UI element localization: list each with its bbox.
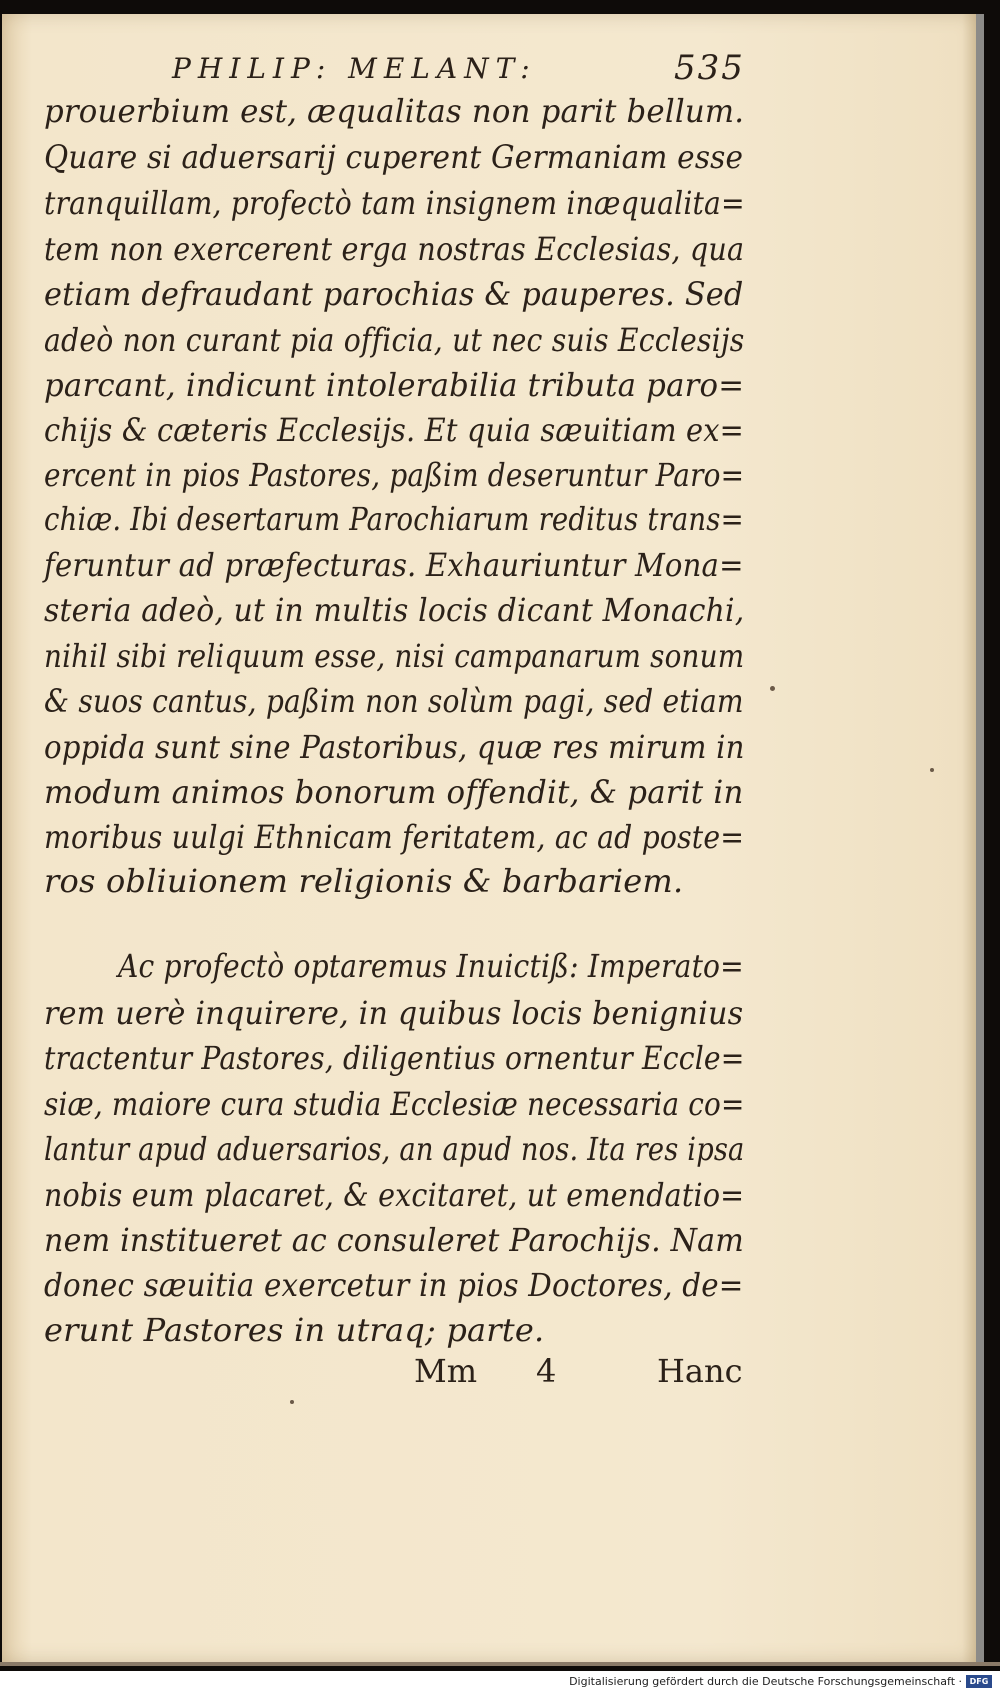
credit-bar	[0, 1671, 1000, 1693]
text-line: oppida sunt sine Pastoribus, quæ res mirum in	[44, 728, 745, 766]
text-line: erunt Pastores in utraq; parte.	[44, 1311, 545, 1349]
page-edge	[976, 14, 984, 1662]
bottom-edge	[0, 1662, 1000, 1666]
page-number: 535	[674, 48, 745, 88]
signature-mark: Mm	[414, 1352, 478, 1390]
text-line: nihil sibi reliquum esse, nisi campanarum sonum	[44, 637, 745, 675]
credit-text: Digitalisierung gefördert durch die Deutsche Forschungsgemeinschaft ·	[569, 1675, 962, 1688]
text-line: siæ, maiore cura studia Ecclesiæ necessaria co=	[44, 1085, 745, 1123]
text-line: feruntur ad præfecturas. Exhauriuntur Mona=	[44, 546, 744, 584]
text-line: & suos cantus, paßim non solùm pagi, sed etiam	[44, 682, 744, 720]
text-line: parcant, indicunt intolerabilia tributa paro=	[44, 366, 745, 404]
text-line: Quare si aduersarij cuperent Germaniam esse	[44, 138, 744, 176]
text-line: chiæ. Ibi desertarum Parochiarum reditus trans=	[44, 500, 744, 538]
text-line: ros obliuionem religionis & barbariem.	[44, 862, 684, 900]
paper-speck	[770, 686, 775, 691]
text-line: moribus uulgi Ethnicam feritatem, ac ad poste=	[44, 818, 745, 856]
signature-number: 4	[536, 1352, 557, 1390]
text-line: donec sæuitia exercetur in pios Doctores, de=	[44, 1266, 744, 1304]
paper-speck	[290, 1400, 294, 1404]
text-line: tranquillam, profectò tam insignem inæqualita=	[44, 184, 745, 222]
catchword: Hanc	[657, 1352, 743, 1390]
text-line: rem uerè inquirere, in quibus locis benignius	[44, 994, 744, 1032]
text-line: Ac profectò optaremus Inuictiß: Imperato=	[118, 947, 744, 985]
text-line: nobis eum placaret, & excitaret, ut emendatio=	[44, 1176, 745, 1214]
text-line: ercent in pios Pastores, paßim deseruntur Paro=	[44, 456, 745, 494]
text-line: nem institueret ac consuleret Parochijs. Nam	[44, 1221, 745, 1259]
text-line: tem non exercerent erga nostras Ecclesias, qua	[44, 230, 745, 268]
text-line: adeò non curant pia officia, ut nec suis Ecclesijs	[44, 321, 745, 359]
text-line: etiam defraudant parochias & pauperes. Sed	[44, 275, 744, 313]
paper-speck	[930, 768, 934, 772]
text-line: prouerbium est, æqualitas non parit bellum.	[44, 92, 745, 130]
text-line: modum animos bonorum offendit, & parit in	[44, 773, 744, 811]
text-line: steria adeò, ut in multis locis dicant Monachi,	[44, 591, 745, 629]
text-line: chijs & cæteris Ecclesijs. Et quia sæuitiam ex=	[44, 411, 745, 449]
running-head: PHILIP: MELANT:	[172, 52, 537, 85]
dfg-logo: DFG	[966, 1675, 992, 1688]
text-line: tractentur Pastores, diligentius ornentur Eccle=	[44, 1039, 745, 1077]
text-line: lantur apud aduersarios, an apud nos. Ita res ipsa	[44, 1130, 745, 1168]
